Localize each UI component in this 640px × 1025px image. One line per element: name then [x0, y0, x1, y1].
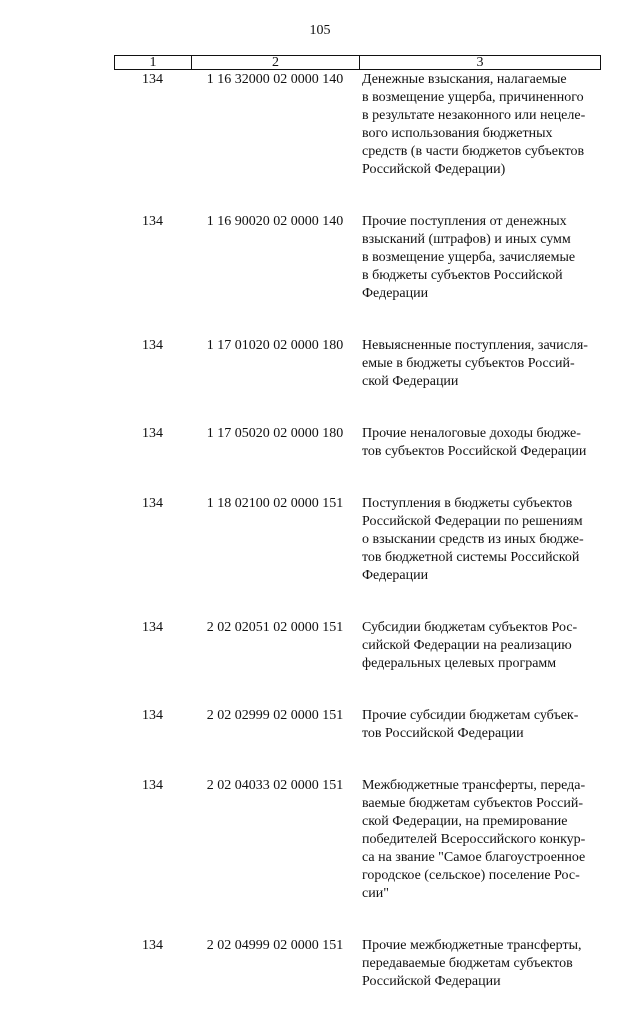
revenue-code-cell: 1 18 02100 02 0000 151: [206, 496, 344, 511]
description-line: передаваемые бюджетам субъектов: [362, 956, 573, 971]
description-line: в возмещение ущерба, зачисляемые: [362, 250, 576, 265]
admin-code-cell: 134: [142, 338, 163, 353]
description-line: ской Федерации: [362, 374, 459, 389]
description-line: Российской Федерации: [362, 974, 501, 989]
page-number: 105: [309, 23, 331, 38]
table-row: [114, 937, 601, 991]
revenue-code-cell: 2 02 02051 02 0000 151: [206, 620, 344, 635]
description-line: городское (сельское) поселение Рос-: [362, 868, 580, 883]
description-line: тов бюджетной системы Российской: [362, 550, 580, 565]
admin-code-cell: 134: [142, 72, 163, 87]
description-line: ской Федерации, на премирование: [362, 814, 568, 829]
description-line: победителей Всероссийского конкур-: [362, 832, 586, 847]
admin-code-cell: 134: [142, 620, 163, 635]
description-line: Прочие поступления от денежных: [362, 214, 567, 229]
table-row: [114, 213, 601, 303]
description-line: Межбюджетные трансферты, переда-: [362, 778, 586, 793]
description-line: вого использования бюджетных: [362, 126, 553, 141]
table-header: [114, 55, 601, 70]
description-line: Федерации: [362, 568, 429, 583]
revenue-code-cell: 2 02 04999 02 0000 151: [206, 938, 344, 953]
description-line: о взыскании средств из иных бюдже-: [362, 532, 584, 547]
description-line: Российской Федерации): [362, 162, 506, 177]
admin-code-cell: 134: [142, 938, 163, 953]
description-cell: [359, 777, 601, 903]
description-line: Денежные взыскания, налагаемые: [362, 72, 567, 87]
table-row: [114, 619, 601, 673]
table-row: [114, 425, 601, 461]
header-col-3: 3: [476, 55, 484, 70]
description-line: са на звание "Самое благоустроенное: [362, 850, 586, 865]
revenue-code-cell: 1 16 90020 02 0000 140: [206, 214, 344, 229]
description-line: взысканий (штрафов) и иных сумм: [362, 232, 571, 247]
description-line: сии": [362, 886, 389, 901]
revenue-code-cell: 2 02 04033 02 0000 151: [206, 778, 344, 793]
description-line: ваемые бюджетам субъектов Россий-: [362, 796, 583, 811]
table-row: [114, 71, 601, 179]
description-line: емые в бюджеты субъектов Россий-: [362, 356, 575, 371]
description-line: Прочие межбюджетные трансферты,: [362, 938, 582, 953]
description-line: Российской Федерации по решениям: [362, 514, 583, 529]
description-line: Прочие субсидии бюджетам субъек-: [362, 708, 579, 723]
header-col-1: 1: [115, 56, 192, 69]
description-line: тов Российской Федерации: [362, 726, 524, 741]
description-cell: [359, 495, 601, 585]
description-line: Прочие неналоговые доходы бюдже-: [362, 426, 581, 441]
table-row: [114, 337, 601, 391]
table-row: [114, 707, 601, 743]
table-row: [114, 777, 601, 903]
description-line: средств (в части бюджетов субъектов: [362, 144, 585, 159]
description-cell: [359, 619, 601, 673]
revenue-code-cell: 2 02 02999 02 0000 151: [206, 708, 344, 723]
admin-code-cell: 134: [142, 426, 163, 441]
revenue-code-cell: 1 17 05020 02 0000 180: [206, 426, 344, 441]
description-cell: [359, 707, 601, 743]
table-body: [114, 71, 601, 1025]
admin-code-cell: 134: [142, 496, 163, 511]
description-line: в результате незаконного или нецеле-: [362, 108, 586, 123]
description-line: федеральных целевых программ: [362, 656, 557, 671]
description-cell: [359, 71, 601, 179]
description-line: в бюджеты субъектов Российской: [362, 268, 563, 283]
description-line: в возмещение ущерба, причиненного: [362, 90, 584, 105]
description-cell: [359, 337, 601, 391]
description-cell: [359, 937, 601, 991]
description-line: сийской Федерации на реализацию: [362, 638, 572, 653]
description-cell: [359, 213, 601, 303]
admin-code-cell: 134: [142, 214, 163, 229]
table-row: [114, 495, 601, 585]
description-line: Невыясненные поступления, зачисля-: [362, 338, 588, 353]
description-line: Федерации: [362, 286, 429, 301]
description-cell: [359, 425, 601, 461]
header-col-2: 2: [192, 56, 360, 69]
revenue-code-cell: 1 17 01020 02 0000 180: [206, 338, 344, 353]
description-line: тов субъектов Российской Федерации: [362, 444, 587, 459]
description-line: Субсидии бюджетам субъектов Рос-: [362, 620, 578, 635]
admin-code-cell: 134: [142, 708, 163, 723]
description-line: Поступления в бюджеты субъектов: [362, 496, 573, 511]
revenue-code-cell: 1 16 32000 02 0000 140: [206, 72, 344, 87]
admin-code-cell: 134: [142, 778, 163, 793]
